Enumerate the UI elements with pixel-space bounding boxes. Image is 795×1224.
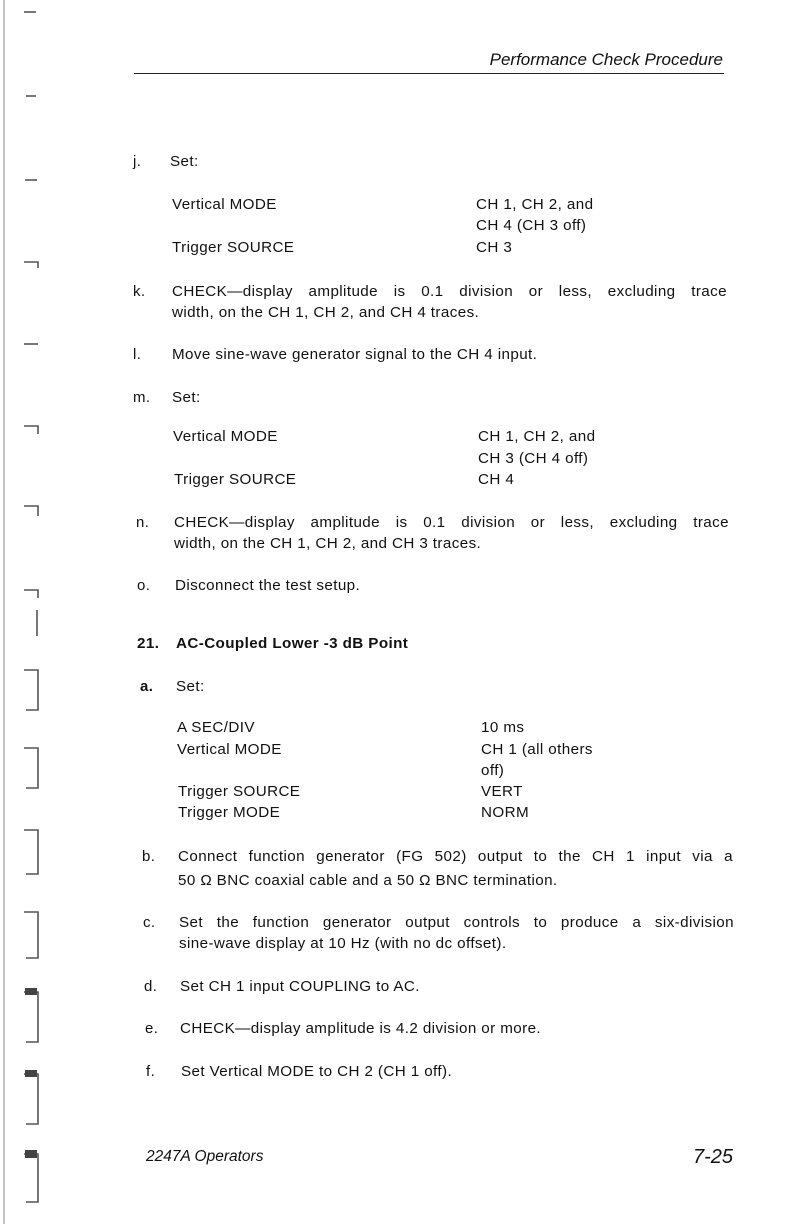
- step-a-setting-value: off): [481, 762, 505, 779]
- section-title: AC-Coupled Lower -3 dB Point: [176, 635, 409, 652]
- step-o-letter: o.: [137, 577, 151, 594]
- step-l-text: Move sine-wave generator signal to the CH 4 input.: [172, 346, 538, 363]
- step-d-text: Set CH 1 input COUPLING to AC.: [180, 978, 420, 995]
- step-b-text-line: 50 Ω BNC coaxial cable and a 50 Ω BNC termination.: [178, 872, 558, 889]
- step-b-letter: b.: [142, 848, 156, 865]
- step-e-letter: e.: [145, 1020, 159, 1037]
- step-m-setting-value: CH 4: [478, 471, 515, 488]
- step-a-setting-value: NORM: [481, 804, 530, 821]
- step-k-text-line: CHECK—display amplitude is 0.1 division or less, excluding trace: [172, 283, 727, 300]
- step-a-setting-value: VERT: [481, 783, 523, 800]
- step-j-setting-label: Vertical MODE: [172, 196, 277, 213]
- running-header-title: Performance Check Procedure: [489, 50, 723, 69]
- step-m-setting-label: Vertical MODE: [173, 428, 278, 445]
- header-rule: [134, 73, 724, 74]
- step-f-letter: f.: [146, 1063, 156, 1080]
- step-a-setting-value: 10 ms: [481, 719, 525, 736]
- section-number: 21.: [137, 635, 160, 652]
- step-b-text-line: Connect function generator (FG 502) output to the CH 1 input via a: [178, 848, 733, 865]
- step-c-letter: c.: [143, 914, 156, 931]
- step-n-text-line: width, on the CH 1, CH 2, and CH 3 traces.: [174, 535, 482, 552]
- step-f-text: Set Vertical MODE to CH 2 (CH 1 off).: [181, 1063, 453, 1080]
- step-j-letter: j.: [133, 153, 142, 170]
- step-j-text: Set:: [170, 153, 199, 170]
- step-a-letter: a.: [140, 678, 154, 695]
- page-number: 7-25: [692, 1146, 733, 1168]
- step-j-setting-value: CH 1, CH 2, and: [476, 196, 594, 213]
- step-c-text-line: sine-wave display at 10 Hz (with no dc offset).: [179, 935, 507, 952]
- step-e-text: CHECK—display amplitude is 4.2 division or more.: [180, 1020, 542, 1037]
- footer-manual-title: 2247A Operators: [146, 1148, 264, 1165]
- step-a-text: Set:: [176, 678, 205, 695]
- step-m-setting-value: CH 3 (CH 4 off): [478, 450, 589, 467]
- step-m-setting-value: CH 1, CH 2, and: [478, 428, 596, 445]
- step-m-setting-label: Trigger SOURCE: [174, 471, 297, 488]
- step-m-text: Set:: [172, 389, 201, 406]
- step-a-setting-label: Vertical MODE: [177, 741, 282, 758]
- step-l-letter: l.: [133, 346, 142, 363]
- step-a-setting-label: Trigger MODE: [178, 804, 281, 821]
- step-m-letter: m.: [133, 389, 151, 406]
- step-a-setting-value: CH 1 (all others: [481, 741, 593, 758]
- step-j-setting-value: CH 3: [476, 239, 513, 256]
- step-j-setting-label: Trigger SOURCE: [172, 239, 295, 256]
- step-a-setting-label: Trigger SOURCE: [178, 783, 301, 800]
- step-k-letter: k.: [133, 283, 146, 300]
- step-j-setting-value: CH 4 (CH 3 off): [476, 217, 587, 234]
- step-n-text-line: CHECK—display amplitude is 0.1 division or less, excluding trace: [174, 514, 729, 531]
- step-n-letter: n.: [136, 514, 150, 531]
- binding-margin-marks: [0, 0, 60, 1224]
- step-c-text-line: Set the function generator output controls to produce a six-division: [179, 914, 734, 931]
- step-o-text: Disconnect the test setup.: [175, 577, 361, 594]
- step-d-letter: d.: [144, 978, 158, 995]
- step-a-setting-label: A SEC/DIV: [177, 719, 255, 736]
- step-k-text-line: width, on the CH 1, CH 2, and CH 4 traces.: [172, 304, 480, 321]
